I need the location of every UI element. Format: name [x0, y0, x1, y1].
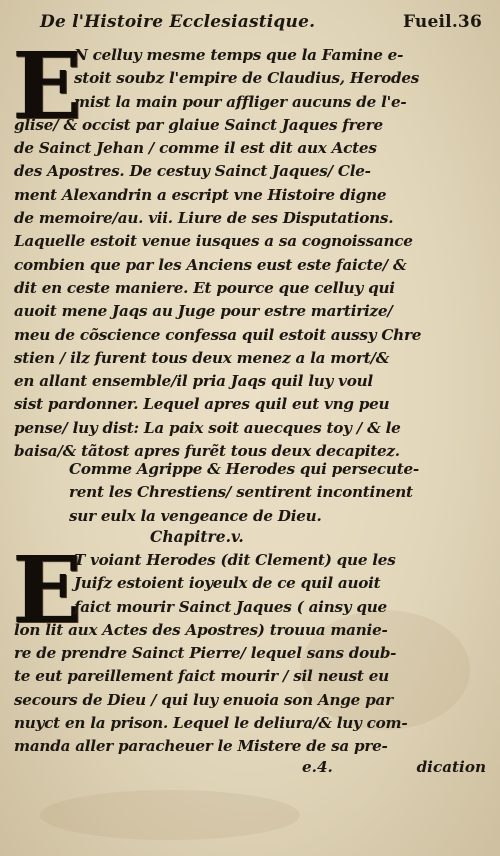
- paper-stain: [40, 790, 300, 840]
- text-line: nuyct en la prison. Lequel le deliura/& luy com-: [14, 714, 408, 733]
- text-line: mist la main pour affliger aucuns de l'e-: [74, 92, 407, 111]
- text-line: Juifz estoient ioyeulx de ce quil auoit: [74, 574, 381, 593]
- signature-mark: e.4.: [302, 758, 333, 776]
- text-line: glise/ & occist par glaiue Sainct Jaques frere: [14, 115, 383, 134]
- folio-number: Fueil.36: [402, 12, 482, 32]
- text-line: ment Alexandrin a escript vne Histoire digne: [14, 185, 387, 204]
- chapter-summary: [14, 458, 490, 528]
- text-line: lon lit aux Actes des Apostres) trouua manie-: [14, 620, 388, 639]
- drop-cap: E: [12, 32, 83, 140]
- text-line: rent les Chrestiens/ sentirent incontinent: [69, 483, 413, 502]
- text-line: re de prendre Sainct Pierre/ lequel sans doub-: [14, 644, 397, 663]
- text-line: en allant ensemble/il pria Jaqs quil luy voul: [14, 372, 373, 391]
- text-line: sur eulx la vengeance de Dieu.: [69, 506, 322, 525]
- chapter-heading: Chapitre.v.: [150, 527, 244, 546]
- running-header: [40, 12, 482, 32]
- text-line: auoit mene Jaqs au Juge pour estre martirize/: [14, 302, 393, 321]
- text-line: de memoire/au. vii. Liure de ses Disputations.: [14, 209, 394, 228]
- paragraph-3: [14, 549, 490, 759]
- catchword: dication: [416, 758, 486, 776]
- text-line: combien que par les Anciens eust este faicte/ &: [14, 255, 407, 274]
- text-line: de Sainct Jehan / comme il est dit aux Actes: [14, 139, 377, 158]
- text-line: stien / ilz furent tous deux menez a la mort/&: [14, 348, 390, 367]
- text-line: des Apostres. De cestuy Sainct Jaques/ Cle-: [14, 162, 371, 181]
- drop-cap: E: [12, 536, 83, 644]
- text-line: stoit soubz l'empire de Claudius, Herodes: [74, 69, 420, 88]
- text-line: sist pardonner. Lequel apres quil eut vng peu: [14, 395, 390, 414]
- paragraph-1: [14, 44, 490, 463]
- text-line: Laquelle estoit venue iusques a sa cognoissance: [14, 232, 413, 251]
- text-line: T voiant Herodes (dit Clement) que les: [74, 551, 396, 569]
- text-line: dit en ceste maniere. Et pource que celluy qui: [14, 278, 395, 297]
- text-line: secours de Dieu / qui luy enuoia son Ange par: [14, 690, 393, 709]
- text-line: manda aller paracheuer le Mistere de sa pre-: [14, 737, 388, 756]
- text-line: meu de cõscience confessa quil estoit aussy Chre: [14, 325, 422, 344]
- text-line: faict mourir Sainct Jaques ( ainsy que: [74, 597, 387, 616]
- running-title: De l'Histoire Ecclesiastique.: [40, 12, 316, 32]
- text-line: pense/ luy dist: La paix soit auecques toy / & le: [14, 418, 401, 437]
- page-footer: [14, 758, 490, 782]
- text-line: Comme Agrippe & Herodes qui persecute-: [69, 460, 419, 478]
- text-line: te eut pareillement faict mourir / sil neust eu: [14, 667, 389, 686]
- text-line: N celluy mesme temps que la Famine e-: [74, 46, 404, 64]
- text-line: baisa/& tãtost apres furẽt tous deux decapitez.: [14, 442, 400, 461]
